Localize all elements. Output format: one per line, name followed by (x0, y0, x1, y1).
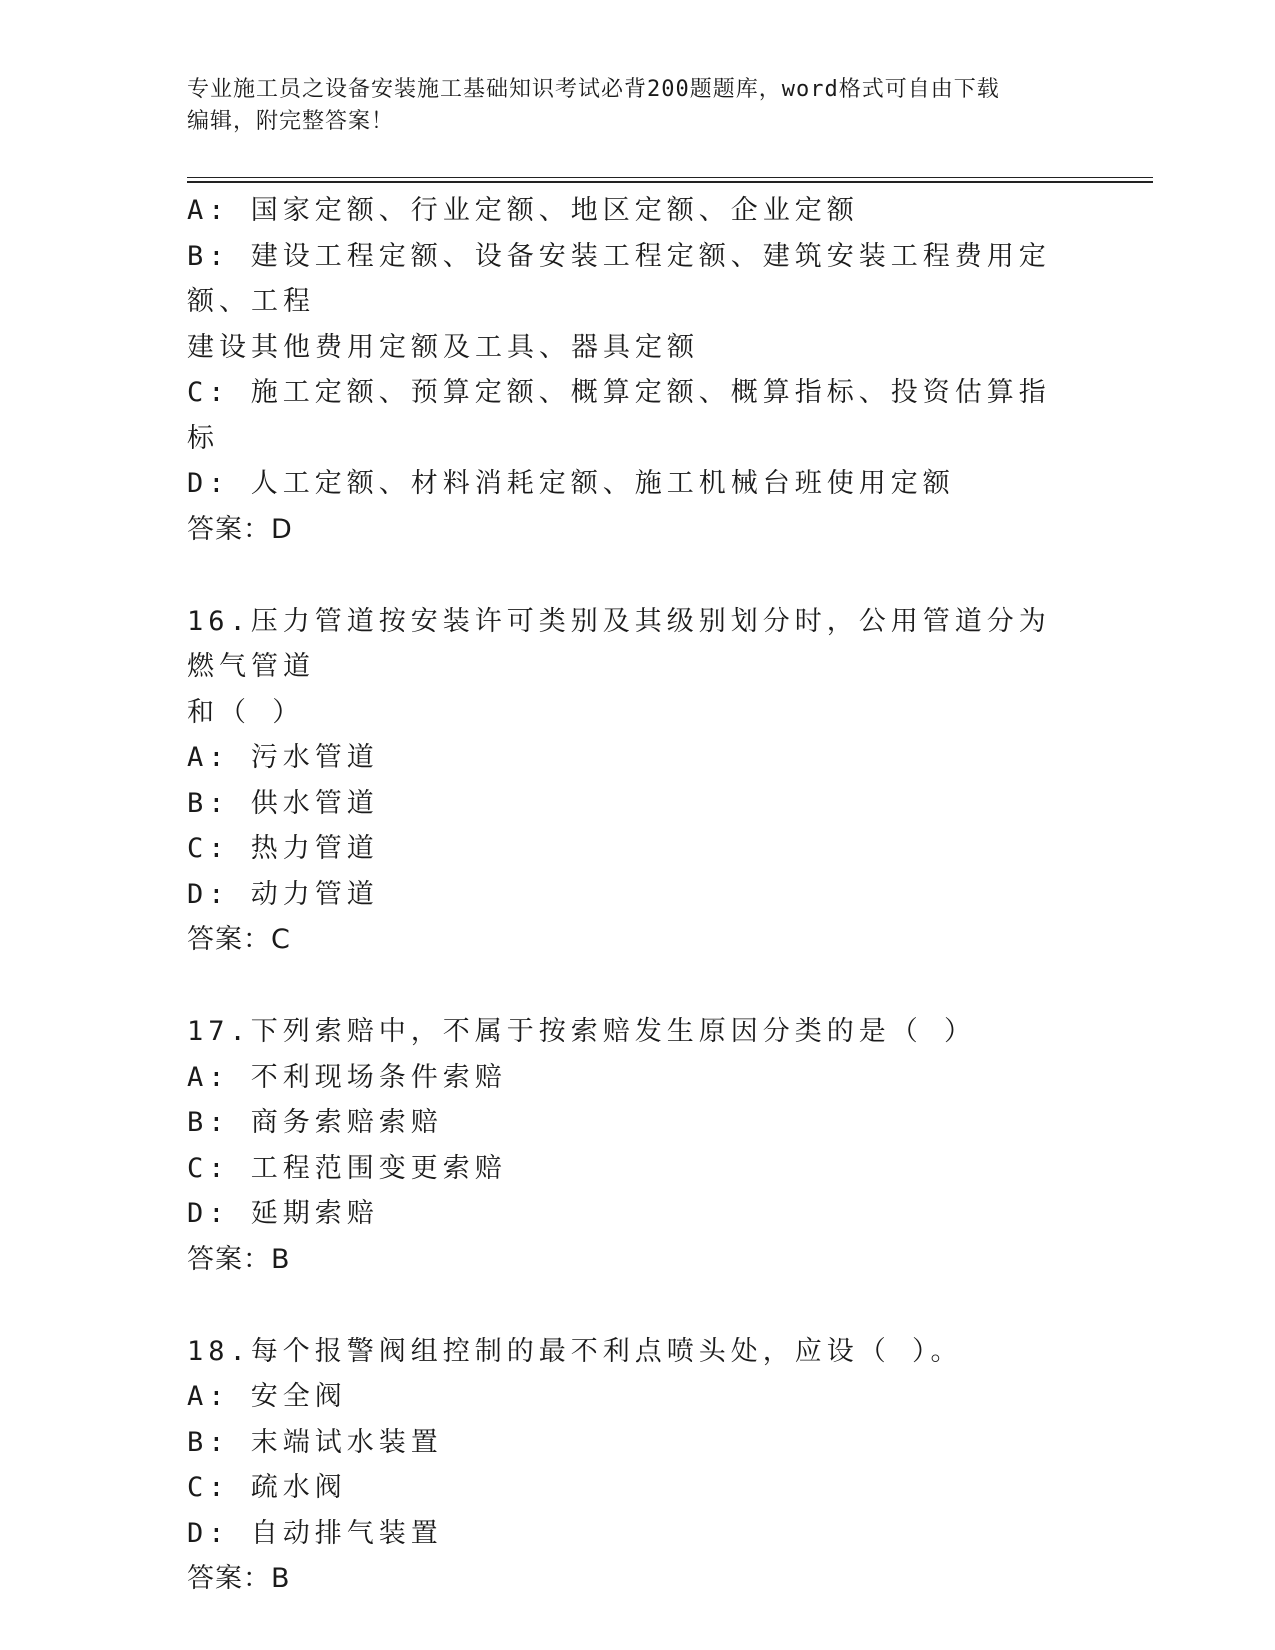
option-c: C: 疏水阀 (187, 1472, 347, 1503)
option-b-line-1: B: 建设工程定额、设备安装工程定额、建筑安装工程费用定额、工程 (187, 240, 1051, 317)
option-c: C: 热力管道 (187, 833, 379, 864)
option-d: D: 自动排气装置 (187, 1517, 443, 1549)
question-block-16 (187, 599, 1077, 964)
question-spacer (187, 1283, 1077, 1329)
answer-label: 答案：B (187, 1243, 291, 1275)
option-d: D: 延期索赔 (187, 1198, 379, 1229)
question-text: 18.每个报警阀组控制的最不利点喷头处，应设（ ）。 (187, 1335, 963, 1367)
option-d: D: 动力管道 (187, 878, 379, 910)
option-b: B: 末端试水装置 (187, 1426, 443, 1458)
document-header (187, 74, 1067, 138)
option-a: A: 不利现场条件索赔 (187, 1061, 507, 1093)
question-text-line-2: 和（ ） (187, 696, 305, 728)
option-b: B: 供水管道 (187, 787, 379, 819)
option-a: A: 污水管道 (187, 742, 379, 773)
answer-label: 答案：D (187, 513, 293, 545)
header-divider-thick (187, 181, 1153, 183)
answer-label: 答案：B (187, 1563, 291, 1594)
question-text: 17.下列索赔中，不属于按索赔发生原因分类的是（ ） (187, 1016, 977, 1047)
option-d: D: 人工定额、材料消耗定额、施工机械台班使用定额 (187, 468, 955, 499)
option-c: C: 工程范围变更索赔 (187, 1152, 507, 1184)
option-a: A: 国家定额、行业定额、地区定额、企业定额 (187, 195, 859, 226)
header-title-line-1: 专业施工员之设备安装施工基础知识考试必背200题题库，word格式可自由下载 (187, 77, 1000, 102)
question-spacer (187, 553, 1077, 599)
option-c: C: 施工定额、预算定额、概算定额、概算指标、投资估算指标 (187, 377, 1051, 454)
answer-label: 答案：C (187, 924, 291, 955)
question-block-15 (187, 188, 1077, 553)
option-b-line-2: 建设其他费用定额及工具、器具定额 (187, 331, 699, 363)
header-title-line-2: 编辑，附完整答案！ (187, 109, 395, 134)
header-divider-thin (187, 177, 1153, 178)
question-block-17 (187, 1009, 1077, 1283)
option-b: B: 商务索赔索赔 (187, 1107, 443, 1138)
question-text-line-1: 16.压力管道按安装许可类别及其级别划分时，公用管道分为燃气管道 (187, 605, 1051, 682)
question-list (187, 188, 1077, 1602)
option-a: A: 安全阀 (187, 1381, 347, 1412)
question-spacer (187, 963, 1077, 1009)
question-block-18 (187, 1329, 1077, 1603)
